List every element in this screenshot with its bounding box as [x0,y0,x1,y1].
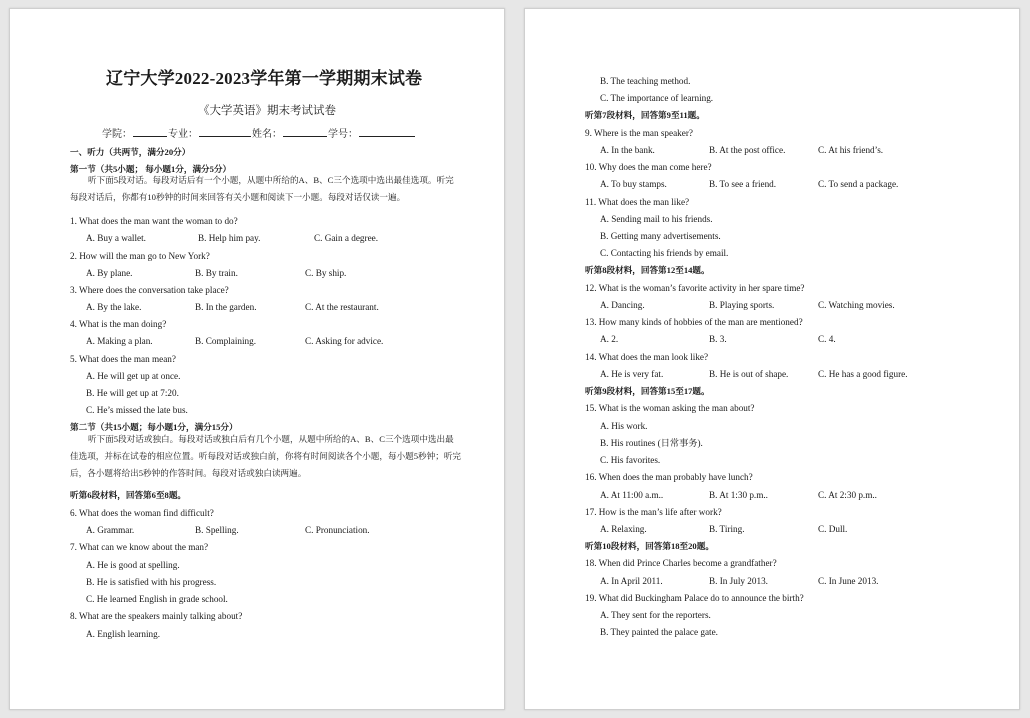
question-8: 8. What are the speakers mainly talking about? [70,611,243,621]
student-info-row [102,127,416,141]
question-4: 4. What is the man doing? [70,319,167,329]
q8-option-c: C. The importance of learning. [600,93,714,103]
question-5: 5. What does the man mean? [70,354,176,364]
q4-option-c: C. Asking for advice. [305,336,384,346]
q1-option-c: C. Gain a degree. [314,233,379,243]
q5-option-b: B. He will get up at 7:20. [86,388,179,398]
q13-option-c: C. 4. [818,334,836,344]
question-17: 17. How is the man’s life after work? [585,507,722,517]
college-blank[interactable] [133,127,167,137]
q7-option-a: A. He is good at spelling. [86,560,180,570]
q14-option-c: C. He has a good figure. [818,369,908,379]
right-page [524,8,1020,710]
section-one-heading: 一、听力（共两节，满分20分） [70,147,191,157]
q10-option-c: C. To send a package. [818,179,899,189]
q15-option-b: B. His routines (日常事务). [600,438,703,448]
q11-option-a: A. Sending mail to his friends. [600,214,713,224]
part-one-instructions: 听下面5段对话。每段对话后有一个小题，从题中所给的A、B、C三个选项中选出最佳选项。听完每段对话后，你都有10秒钟的时间来回答有关小题和阅读下一小题。每段对话仅读一遍。 [70,175,454,202]
exam-subtitle: 《大学英语》期末考试试卷 [198,105,336,117]
q15-option-a: A. His work. [600,421,648,431]
part-two-instructions: 听下面5段对话或独白。每段对话或独白后有几个小题，从题中所给的A、B、C三个选项中选出最佳选项，并标在试卷的相应位置。听每段对话或独白前，你将有时间阅读各个小题，每小题5秒钟；听完后，各小题将给出5秒钟的作答时间。每段对话或独白读两遍。 [70,434,462,478]
question-16: 16. When does the man probably have lunch? [585,472,753,482]
name-blank[interactable] [283,127,327,137]
q4-option-b: B. Complaining. [195,336,256,346]
q5-option-c: C. He’s missed the late bus. [86,405,188,415]
q5-option-a: A. He will get up at once. [86,371,181,381]
q6-option-b: B. Spelling. [195,525,239,535]
question-10: 10. Why does the man come here? [585,162,712,172]
q1-option-a: A. Buy a wallet. [86,233,146,243]
q11-option-c: C. Contacting his friends by email. [600,248,729,258]
q6-option-a: A. Grammar. [86,525,135,535]
q18-option-a: A. In April 2011. [600,576,663,586]
question-1: 1. What does the man want the woman to do? [70,216,238,226]
q17-option-a: A. Relaxing. [600,524,647,534]
q10-option-a: A. To buy stamps. [600,179,667,189]
major-label: 专业： [168,129,198,140]
left-page [9,8,505,710]
q1-option-b: B. Help him pay. [198,233,261,243]
question-9: 9. Where is the man speaker? [585,128,693,138]
q7-option-b: B. He is satisfied with his progress. [86,577,217,587]
material-10-heading: 听第10段材料，回答第18至20题。 [585,541,714,551]
q17-option-b: B. Tiring. [709,524,745,534]
q2-option-c: C. By ship. [305,268,347,278]
q3-option-a: A. By the lake. [86,302,142,312]
exam-title: 辽宁大学2022-2023学年第一学期期末试卷 [106,69,423,88]
q13-option-a: A. 2. [600,334,619,344]
q13-option-b: B. 3. [709,334,727,344]
material-7-heading: 听第7段材料，回答第9至11题。 [585,110,705,120]
q16-option-a: A. At 11:00 a.m.. [600,490,664,500]
major-blank[interactable] [199,127,251,137]
q7-option-c: C. He learned English in grade school. [86,594,228,604]
q11-option-b: B. Getting many advertisements. [600,231,721,241]
q6-option-c: C. Pronunciation. [305,525,370,535]
question-11: 11. What does the man like? [585,197,690,207]
question-19: 19. What did Buckingham Palace do to announce the birth? [585,593,804,603]
q3-option-c: C. At the restaurant. [305,302,379,312]
q10-option-b: B. To see a friend. [709,179,777,189]
q18-option-c: C. In June 2013. [818,576,879,586]
material-6-heading: 听第6段材料，回答第6至8题。 [70,490,187,500]
q9-option-a: A. In the bank. [600,145,655,155]
question-18: 18. When did Prince Charles become a grandfather? [585,558,777,568]
question-3: 3. Where does the conversation take place? [70,285,229,295]
q12-option-b: B. Playing sports. [709,300,775,310]
q14-option-a: A. He is very fat. [600,369,664,379]
question-12: 12. What is the woman’s favorite activity in her spare time? [585,283,805,293]
student-id-blank[interactable] [359,127,415,137]
q8-option-a: A. English learning. [86,629,160,639]
q9-option-c: C. At his friend’s. [818,145,884,155]
q8-option-b: B. The teaching method. [600,76,691,86]
q15-option-c: C. His favorites. [600,455,661,465]
q14-option-b: B. He is out of shape. [709,369,789,379]
q4-option-a: A. Making a plan. [86,336,153,346]
q9-option-b: B. At the post office. [709,145,786,155]
q19-option-a: A. They sent for the reporters. [600,610,711,620]
question-13: 13. How many kinds of hobbies of the man are mentioned? [585,317,803,327]
name-label: 姓名： [252,129,282,140]
q18-option-b: B. In July 2013. [709,576,768,586]
question-14: 14. What does the man look like? [585,352,709,362]
q16-option-c: C. At 2:30 p.m.. [818,490,877,500]
q19-option-b: B. They painted the palace gate. [600,627,718,637]
q3-option-b: B. In the garden. [195,302,257,312]
part-one-heading: 第一节（共5小题； 每小题1分，满分5分） [70,164,232,174]
q2-option-b: B. By train. [195,268,238,278]
q17-option-c: C. Dull. [818,524,848,534]
college-label: 学院： [102,129,132,140]
student-id-label: 学号： [328,129,358,140]
question-7: 7. What can we know about the man? [70,542,209,552]
part-two-heading: 第二节（共15小题；每小题1分，满分15分） [70,422,238,432]
q12-option-a: A. Dancing. [600,300,645,310]
q2-option-a: A. By plane. [86,268,133,278]
q16-option-b: B. At 1:30 p.m.. [709,490,768,500]
material-8-heading: 听第8段材料，回答第12至14题。 [585,265,710,275]
question-2: 2. How will the man go to New York? [70,251,210,261]
material-9-heading: 听第9段材料，回答第15至17题。 [585,386,710,396]
question-15: 15. What is the woman asking the man about? [585,403,755,413]
question-6: 6. What does the woman find difficult? [70,508,214,518]
q12-option-c: C. Watching movies. [818,300,895,310]
